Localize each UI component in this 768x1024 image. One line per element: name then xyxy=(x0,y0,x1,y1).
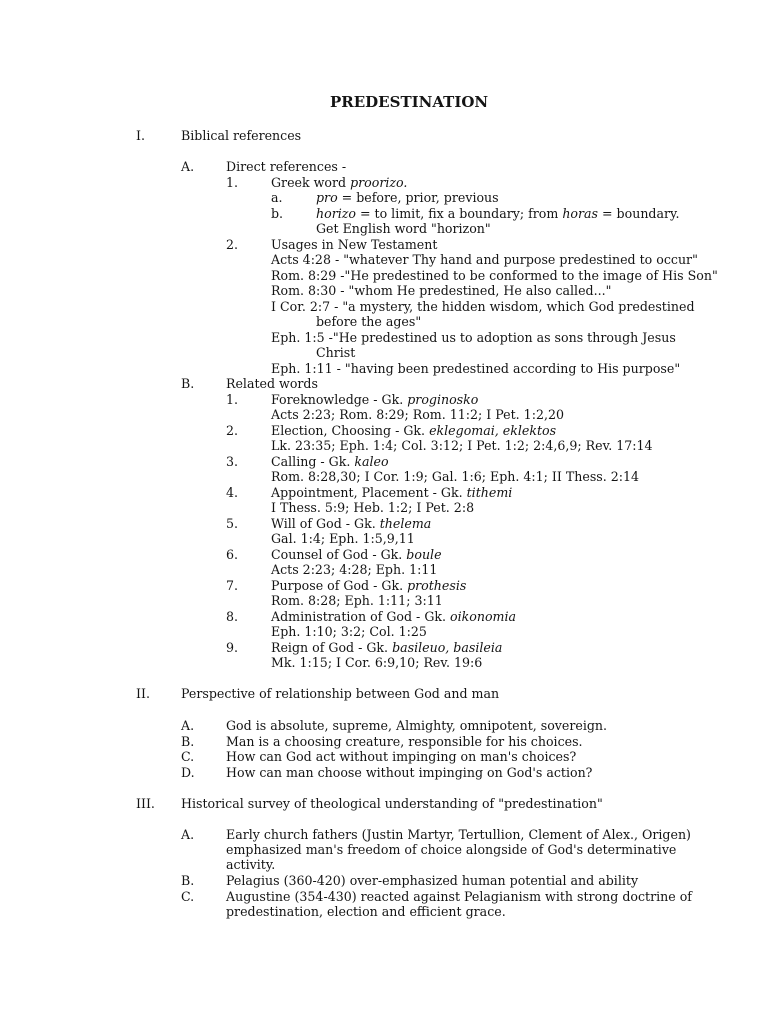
item-number: 1. xyxy=(226,175,239,190)
point-letter: C. xyxy=(181,749,195,764)
section-numeral: I. xyxy=(136,128,145,143)
related-word-refs: Eph. 1:10; 3:2; Col. 1:25 xyxy=(271,624,427,639)
scripture-reference-continued: Christ xyxy=(316,345,356,360)
point-letter: B. xyxy=(181,734,195,749)
scripture-reference-continued: before the ages" xyxy=(316,314,422,329)
item-number: 5. xyxy=(226,516,239,531)
item-number: 8. xyxy=(226,609,239,624)
section-numeral: III. xyxy=(136,796,155,811)
related-word: Foreknowledge - Gk. proginosko xyxy=(271,392,479,407)
related-word-refs: Lk. 23:35; Eph. 1:4; Col. 3:12; I Pet. 1:2; 2:4,6,9; Rev. 17:14 xyxy=(271,438,653,453)
point-text-continued: activity. xyxy=(226,857,276,872)
related-word-refs: Rom. 8:28; Eph. 1:11; 3:11 xyxy=(271,593,443,608)
item-number: 4. xyxy=(226,485,239,500)
sub-item-text: pro = before, prior, previous xyxy=(316,190,499,205)
subsection-letter: A. xyxy=(181,159,195,174)
item-text: Usages in New Testament xyxy=(271,237,438,252)
related-word-refs: Acts 2:23; 4:28; Eph. 1:11 xyxy=(271,562,438,577)
point-letter: D. xyxy=(181,765,195,780)
related-word: Reign of God - Gk. basileuo, basileia xyxy=(271,640,503,655)
point-text: How can God act without impinging on man's choices? xyxy=(226,749,577,764)
related-word-refs: I Thess. 5:9; Heb. 1:2; I Pet. 2:8 xyxy=(271,500,475,515)
point-letter: A. xyxy=(181,718,195,733)
related-word: Calling - Gk. kaleo xyxy=(271,454,389,469)
related-word: Election, Choosing - Gk. eklegomai, eklektos xyxy=(271,423,557,438)
point-letter: B. xyxy=(181,873,195,888)
page-title: PREDESTINATION xyxy=(330,93,489,111)
item-number: 2. xyxy=(226,423,239,438)
related-word: Administration of God - Gk. oikonomia xyxy=(271,609,517,624)
related-word-refs: Rom. 8:28,30; I Cor. 1:9; Gal. 1:6; Eph. 4:1; II Thess. 2:14 xyxy=(271,469,640,484)
related-word-refs: Gal. 1:4; Eph. 1:5,9,11 xyxy=(271,531,415,546)
point-letter: A. xyxy=(181,827,195,842)
point-letter: C. xyxy=(181,889,195,904)
sub-item-text: horizo = to limit, fix a boundary; from horas = boundary. xyxy=(316,206,680,221)
subsection-letter: B. xyxy=(181,376,195,391)
related-word: Will of God - Gk. thelema xyxy=(271,516,432,531)
scripture-reference: Eph. 1:11 - "having been predestined according to His purpose" xyxy=(271,361,681,376)
related-word: Purpose of God - Gk. prothesis xyxy=(271,578,467,593)
point-text: Man is a choosing creature, responsible for his choices. xyxy=(226,734,583,749)
sub-item-letter: a. xyxy=(271,190,283,205)
section-heading: Biblical references xyxy=(181,128,302,143)
scripture-reference: Eph. 1:5 -"He predestined us to adoption as sons through Jesus xyxy=(271,330,676,345)
section-heading: Historical survey of theological understanding of "predestination" xyxy=(181,796,603,811)
item-number: 2. xyxy=(226,237,239,252)
sub-item-text-continued: Get English word "horizon" xyxy=(316,221,491,236)
subsection-heading: Direct references - xyxy=(226,159,347,174)
related-word: Appointment, Placement - Gk. tithemi xyxy=(271,485,513,500)
item-text: Greek word proorizo. xyxy=(271,175,408,190)
scripture-reference: Rom. 8:29 -"He predestined to be conformed to the image of His Son" xyxy=(271,268,718,283)
item-number: 3. xyxy=(226,454,239,469)
related-word-refs: Acts 2:23; Rom. 8:29; Rom. 11:2; I Pet. 1:2,20 xyxy=(271,407,564,422)
point-text-continued: emphasized man's freedom of choice alongside of God's determinative xyxy=(226,842,677,857)
scripture-reference: Rom. 8:30 - "whom He predestined, He also called..." xyxy=(271,283,612,298)
scripture-reference: I Cor. 2:7 - "a mystery, the hidden wisdom, which God predestined xyxy=(271,299,695,314)
point-text: How can man choose without impinging on God's action? xyxy=(226,765,593,780)
item-number: 6. xyxy=(226,547,239,562)
point-text: Pelagius (360-420) over-emphasized human potential and ability xyxy=(226,873,639,888)
point-text: Augustine (354-430) reacted against Pelagianism with strong doctrine of xyxy=(226,889,692,904)
section-heading: Perspective of relationship between God and man xyxy=(181,686,500,701)
item-number: 1. xyxy=(226,392,239,407)
related-word-refs: Mk. 1:15; I Cor. 6:9,10; Rev. 19:6 xyxy=(271,655,483,670)
item-number: 9. xyxy=(226,640,239,655)
related-word: Counsel of God - Gk. boule xyxy=(271,547,442,562)
point-text-continued: predestination, election and efficient grace. xyxy=(226,904,506,919)
section-numeral: II. xyxy=(136,686,150,701)
point-text: God is absolute, supreme, Almighty, omnipotent, sovereign. xyxy=(226,718,608,733)
item-number: 7. xyxy=(226,578,239,593)
point-text: Early church fathers (Justin Martyr, Tertullion, Clement of Alex., Origen) xyxy=(226,827,691,842)
scripture-reference: Acts 4:28 - "whatever Thy hand and purpose predestined to occur" xyxy=(271,252,698,267)
sub-item-letter: b. xyxy=(271,206,284,221)
subsection-heading: Related words xyxy=(226,376,318,391)
